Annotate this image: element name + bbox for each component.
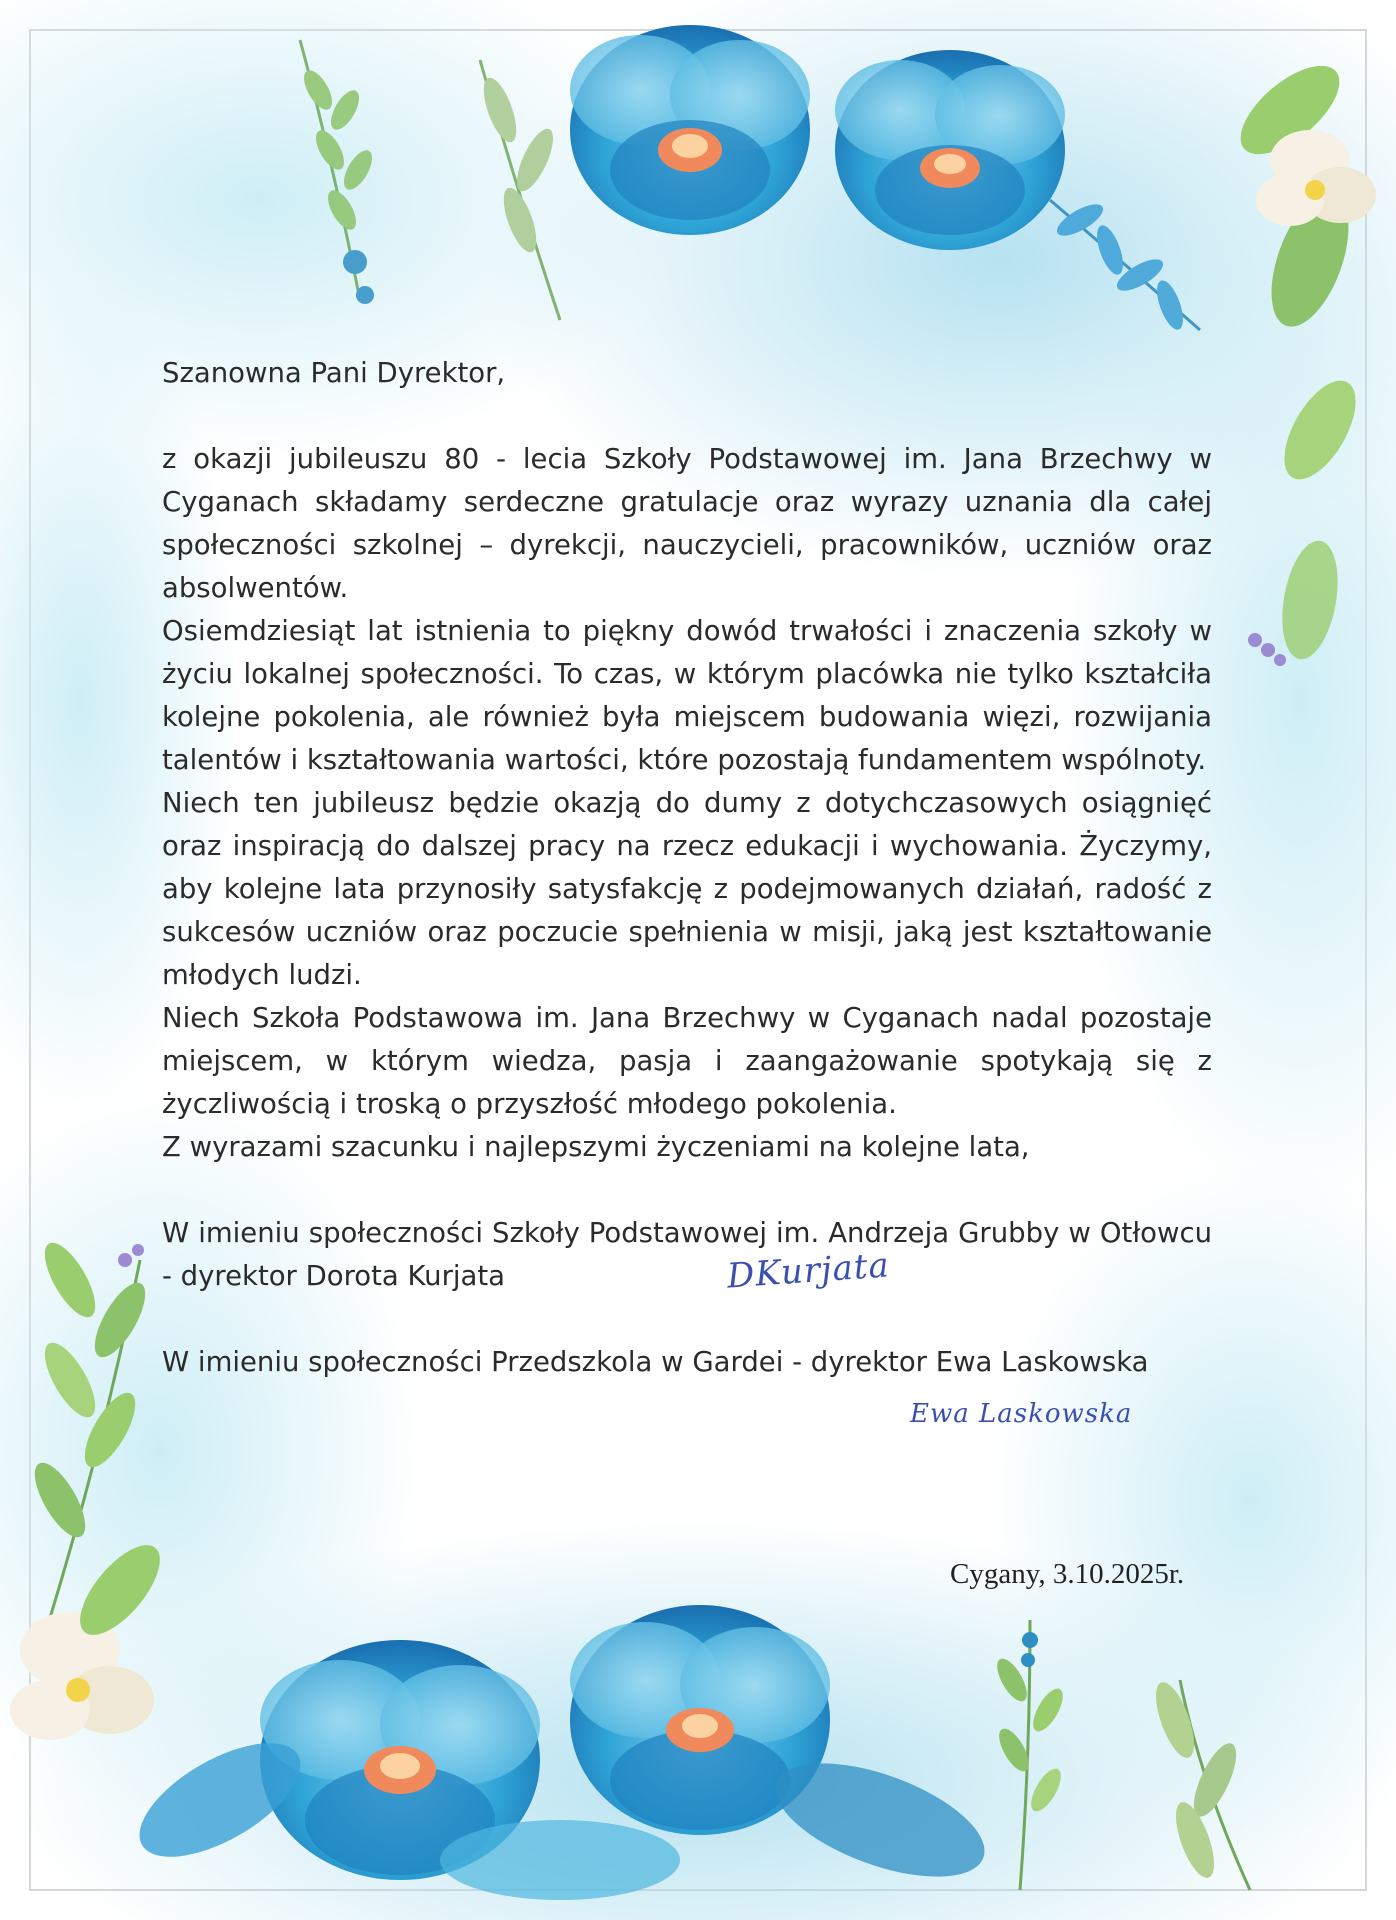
paragraph: Niech Szkoła Podstawowa im. Jana Brzechwy w Cyganach nadal pozostaje miejscem, w którym wiedza, pasja i zaangażowanie spotykają się z życzliwością i troską o przyszłość młodego pokolenia.: [162, 1002, 1212, 1120]
signer-block: [162, 1212, 1212, 1298]
blue-flower-icon: [835, 50, 1065, 250]
handwritten-signature: Ewa Laskowska: [910, 1399, 1133, 1429]
letter-closing: Z wyrazami szacunku i najlepszymi życzeniami na kolejne lata,: [162, 1131, 1030, 1163]
signer-block: [162, 1341, 1212, 1429]
letter-date: Cygany, 3.10.2025r.: [950, 1558, 1185, 1590]
paragraph: z okazji jubileuszu 80 - lecia Szkoły Podstawowej im. Jana Brzechwy w Cyganach składamy serdeczne gratulacje oraz wyrazy uznania dla całej społeczności szkolnej – dyrekcji, nauczycieli, pracowników, uczniów oraz absolwentów.: [162, 443, 1212, 604]
paragraph: Niech ten jubileusz będzie okazją do dumy z dotychczasowych osiągnięć oraz inspiracją do dalszej pracy na rzecz edukacji i wychowania. Życzymy, aby kolejne lata przynosiły satysfakcję z podejmowanych działań, radość z sukcesów uczniów oraz poczucie spełnienia w misji, jaką jest kształtowanie młodych ludzi.: [162, 787, 1212, 991]
signer-line: W imieniu społeczności Przedszkola w Gardei - dyrektor Ewa Laskowska: [162, 1346, 1149, 1378]
paragraph: Osiemdziesiąt lat istnienia to piękny dowód trwałości i znaczenia szkoły w życiu lokalnej społeczności. To czas, w którym placówka nie tylko kształciła kolejne pokolenia, ale również była miejscem budowania więzi, rozwijania talentów i kształtowania wartości, które pozostają fundamentem wspólnoty.: [162, 615, 1212, 776]
letter-body: [162, 352, 1212, 1429]
handwritten-signature: DKurjata: [725, 1245, 891, 1297]
blue-flower-icon: [570, 25, 810, 235]
letter-greeting: Szanowna Pani Dyrektor,: [162, 357, 506, 389]
signer-line: W imieniu społeczności Szkoły Podstawowej im. Andrzeja Grubby w Otłowcu - dyrektor Dorota Kurjata: [162, 1217, 1212, 1292]
